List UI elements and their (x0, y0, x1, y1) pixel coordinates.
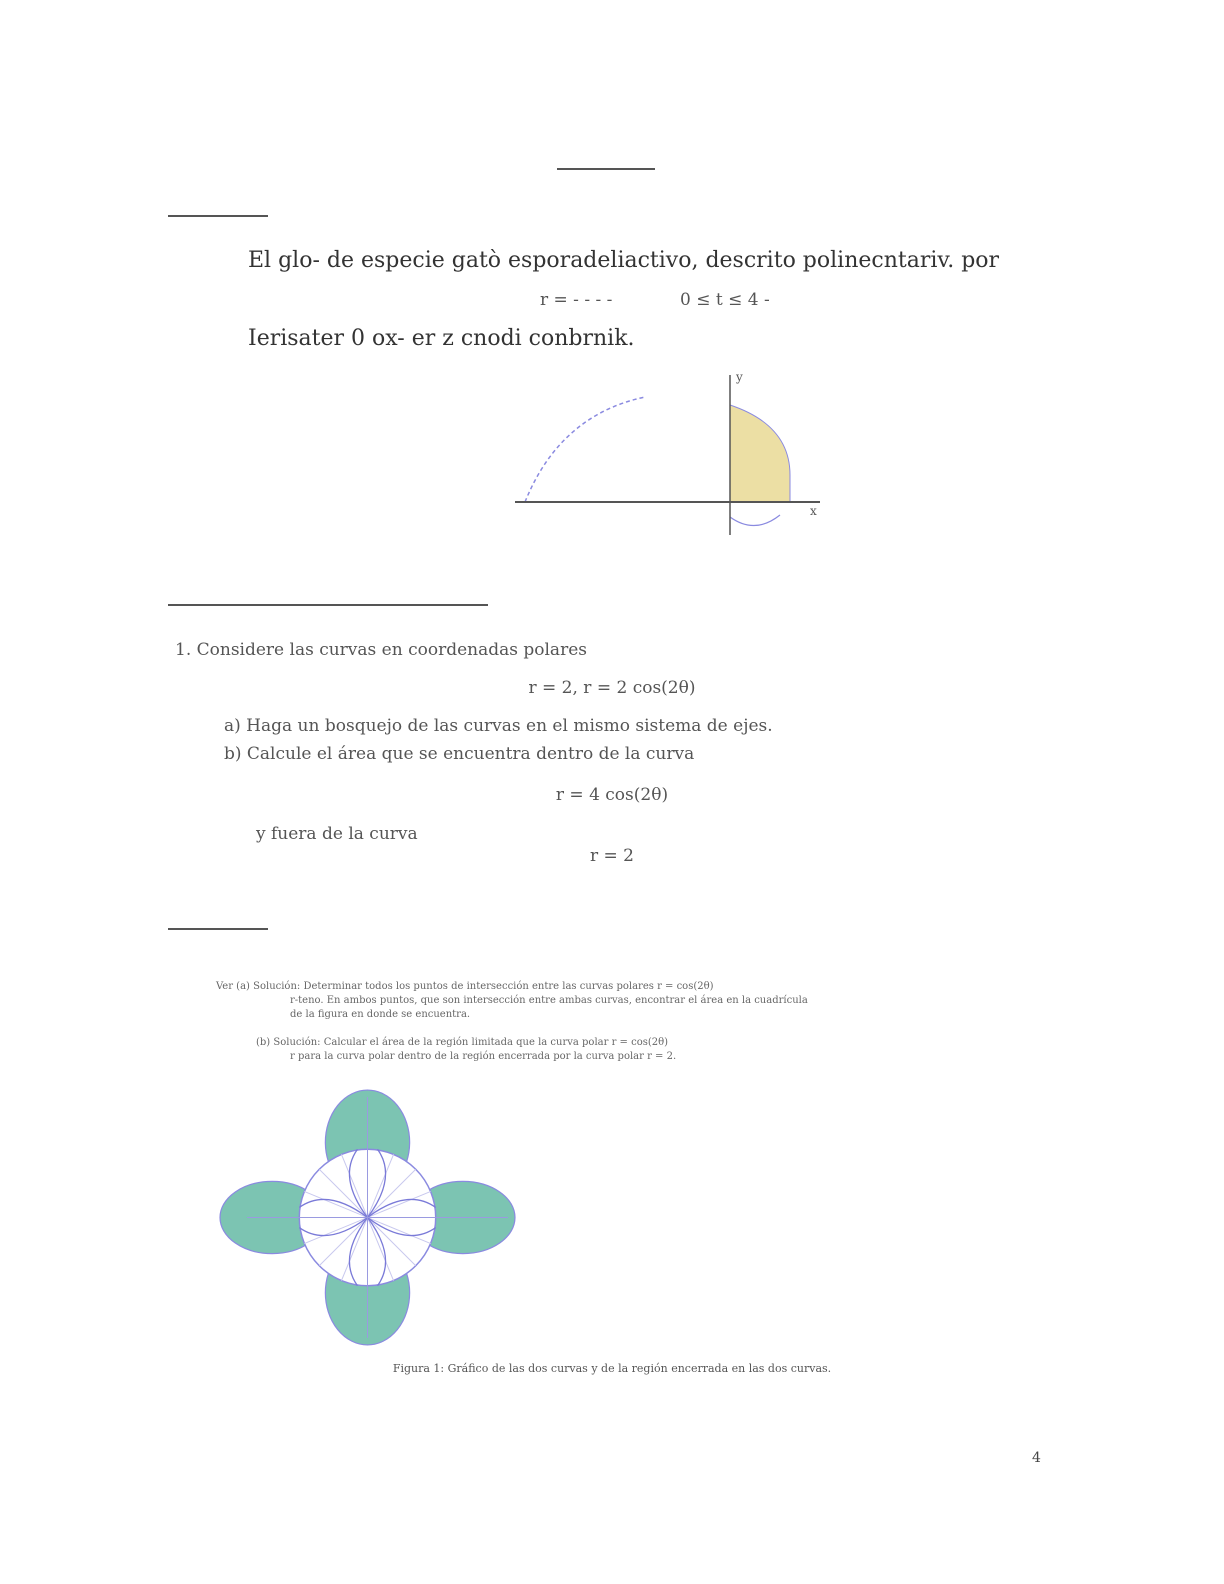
problem2-item-a: a) Haga un bosquejo de las curvas en el mismo sistema de ejes. (224, 716, 773, 736)
header-rule (557, 168, 655, 170)
solution-a-line3: de la figura en donde se encuentra. (290, 1009, 471, 1020)
section-rule-3 (168, 928, 268, 930)
problem1-figure (500, 365, 830, 545)
shaded-region (730, 405, 790, 502)
solution-b-line1: (b) Solución: Calcular el área de la región limitada que la curva polar r = cos(2θ) (256, 1037, 669, 1048)
problem2-curves: r = 2, r = 2 cos(2θ) (528, 678, 696, 698)
figure-caption: Figura 1: Gráfico de las dos curvas y de la región encerrada en las dos curvas. (392, 1362, 832, 1375)
page-number: 4 (1032, 1450, 1041, 1466)
problem2-intro: 1. Considere las curvas en coordenadas polares (175, 640, 587, 660)
section-rule-2 (168, 604, 488, 606)
solution-b-line2: r para la curva polar dentro de la región encerrada por la curva polar r = 2. (290, 1051, 677, 1062)
dashed-curve (525, 397, 645, 502)
solution-a-line2: r-teno. En ambos puntos, que son intersección entre ambas curvas, encontrar el área en la cuadrícula (290, 995, 808, 1006)
small-loop (730, 515, 780, 526)
problem1-statement: El glo- de especie gatò esporadeliactivo, descrito polinecntariv. por (248, 248, 1000, 273)
problem2-item-b: b) Calcule el área que se encuentra dentro de la curva (224, 744, 695, 764)
problem1-formula: r = - - - - (540, 290, 613, 310)
section-rule-1 (168, 215, 268, 217)
problem2-item-c-formula: r = 2 (590, 846, 634, 866)
y-axis-label: y (736, 370, 743, 384)
problem2-item-b-formula: r = 4 cos(2θ) (555, 785, 669, 805)
rose-figure (215, 1090, 520, 1345)
problem2-item-c: y fuera de la curva (256, 824, 418, 844)
solution-a-line1: Ver (a) Solución: Determinar todos los puntos de intersección entre las curvas polares r = cos(2θ) (216, 981, 714, 992)
x-axis-label: x (810, 504, 817, 518)
problem1-conclusion: Ierisater 0 ox- er z cnodi conbrnik. (248, 326, 635, 351)
problem1-formula-right: 0 ≤ t ≤ 4 - (680, 290, 770, 310)
